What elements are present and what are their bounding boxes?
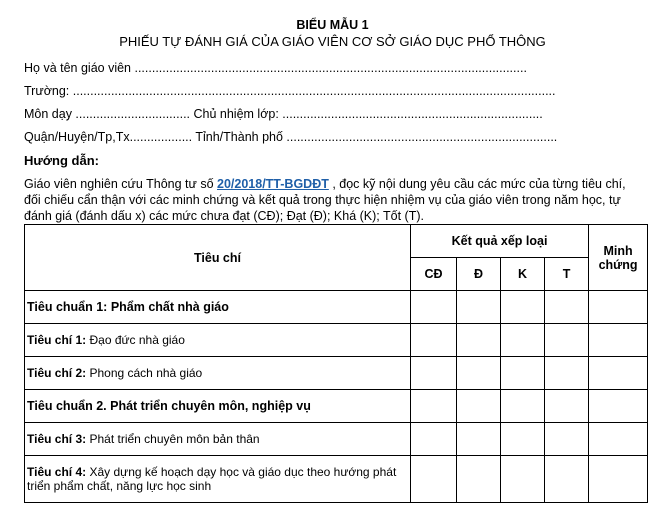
criterion-text: Đạo đức nhà giáo: [86, 333, 185, 347]
guide-heading: Hướng dẫn:: [24, 153, 99, 168]
subject-field: Môn dạy ................................. Chủ nhiệm lớp: ...........................................................................: [24, 107, 543, 121]
header-result: Kết quả xếp loại: [411, 225, 589, 258]
cell-evidence[interactable]: [589, 456, 648, 503]
header-level-d: Đ: [457, 258, 501, 291]
form-title: BIỂU MẪU 1: [296, 18, 369, 32]
header-level-cd: CĐ: [411, 258, 457, 291]
row-label: [25, 324, 411, 357]
cell-evidence[interactable]: [589, 357, 648, 390]
table-row: [25, 390, 648, 423]
form-subtitle: PHIẾU TỰ ĐÁNH GIÁ CỦA GIÁO VIÊN CƠ SỞ GIÁO DỤC PHỔ THÔNG: [119, 34, 546, 49]
cell-k[interactable]: [501, 324, 545, 357]
cell-d[interactable]: [457, 423, 501, 456]
table-row: [25, 456, 648, 503]
cell-d[interactable]: [457, 390, 501, 423]
row-label: Tiêu chuẩn 2. Phát triển chuyên môn, nghiệp vụ: [25, 390, 411, 423]
cell-t[interactable]: [545, 423, 589, 456]
guide-text-after: , đọc kỹ nội dung yêu cầu các mức của từng tiêu chí, đối chiếu cẩn thận với các minh chứng và kết quả trong thực hiện nhiệm vụ của giáo viên trong năm học, tự đánh giá (đánh dấu x) các mức chưa đạt (CĐ); Đạt (Đ); Khá (K); Tốt (T).: [24, 177, 626, 223]
cell-evidence[interactable]: [589, 291, 648, 324]
cell-k[interactable]: [501, 291, 545, 324]
cell-t[interactable]: [545, 291, 589, 324]
cell-evidence[interactable]: [589, 390, 648, 423]
cell-t[interactable]: [545, 324, 589, 357]
cell-t[interactable]: [545, 456, 589, 503]
cell-d[interactable]: [457, 324, 501, 357]
cell-cd[interactable]: [411, 357, 457, 390]
cell-cd[interactable]: [411, 456, 457, 503]
cell-d[interactable]: [457, 291, 501, 324]
cell-evidence[interactable]: [589, 423, 648, 456]
header-evidence: Minh chứng: [589, 225, 648, 291]
row-label: [25, 423, 411, 456]
cell-k[interactable]: [501, 423, 545, 456]
criterion-prefix: Tiêu chí 2:: [27, 366, 87, 380]
header-criteria: Tiêu chí: [25, 225, 411, 291]
guide-paragraph: [24, 176, 644, 224]
criterion-prefix: Tiêu chí 1:: [27, 333, 87, 347]
evaluation-table: [24, 224, 648, 503]
cell-k[interactable]: [501, 357, 545, 390]
criterion-prefix: Tiêu chí 3:: [27, 432, 87, 446]
guide-text-before: Giáo viên nghiên cứu Thông tư số: [24, 177, 218, 191]
criterion-text: Xây dựng kế hoạch dạy học và giáo dục theo hướng phát triển phẩm chất, năng lực học sinh: [27, 465, 397, 493]
table-row: [25, 324, 648, 357]
district-field: Quận/Huyện/Tp,Tx.................. Tỉnh/Thành phố ..............................................................................: [24, 130, 558, 144]
cell-evidence[interactable]: [589, 324, 648, 357]
cell-k[interactable]: [501, 390, 545, 423]
cell-d[interactable]: [457, 456, 501, 503]
table-row: [25, 423, 648, 456]
cell-t[interactable]: [545, 357, 589, 390]
cell-cd[interactable]: [411, 324, 457, 357]
criterion-text: Phong cách nhà giáo: [86, 366, 203, 380]
row-label: Tiêu chuẩn 1: Phẩm chất nhà giáo: [25, 291, 411, 324]
cell-cd[interactable]: [411, 423, 457, 456]
cell-k[interactable]: [501, 456, 545, 503]
school-field: Trường: ...........................................................................................................................................: [24, 84, 556, 98]
criterion-prefix: Tiêu chí 4:: [27, 465, 87, 479]
circular-link[interactable]: 20/2018/TT-BGDĐT: [217, 177, 329, 191]
cell-t[interactable]: [545, 390, 589, 423]
row-label: [25, 357, 411, 390]
table-row: [25, 357, 648, 390]
row-label: [25, 456, 411, 503]
cell-cd[interactable]: [411, 390, 457, 423]
header-level-t: T: [545, 258, 589, 291]
teacher-name-field: Họ và tên giáo viên .................................................................................................................: [24, 61, 527, 75]
header-level-k: K: [501, 258, 545, 291]
table-row: [25, 291, 648, 324]
cell-d[interactable]: [457, 357, 501, 390]
cell-cd[interactable]: [411, 291, 457, 324]
criterion-text: Phát triển chuyên môn bản thân: [86, 432, 260, 446]
